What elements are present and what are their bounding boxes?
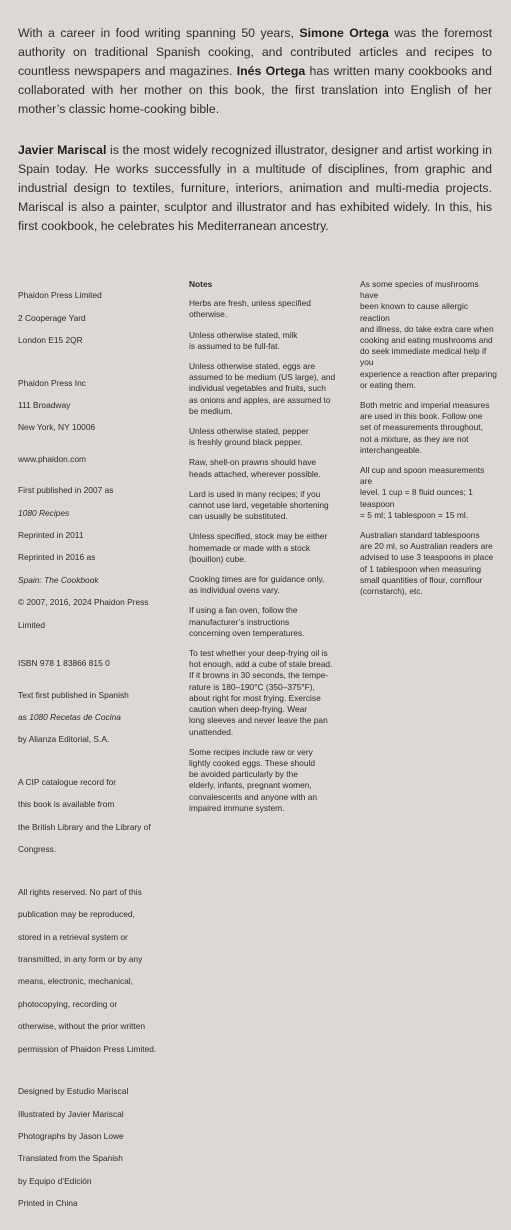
note-line: impaired immune system. xyxy=(189,802,285,813)
author-name: Inés Ortega xyxy=(236,64,306,78)
note-paragraph xyxy=(360,530,498,597)
note-line: heads attached, wherever possible. xyxy=(189,468,321,479)
note-line: concerning oven temperatures. xyxy=(189,627,305,638)
note-line: rature is 180–190°C (350–375°F), xyxy=(189,681,315,692)
bio-text: has written many cookbooks and collaborated with her mother on this book, the first translation into English of her mother’s classic home-cooking bible. xyxy=(18,64,492,116)
illustrator-bio xyxy=(18,141,492,236)
credit-line: Designed by Estudio Mariscal xyxy=(18,1086,129,1097)
rights-line: publication may be reproduced, xyxy=(18,909,135,920)
note-paragraph xyxy=(189,457,347,479)
notes-continued-column xyxy=(360,279,498,606)
note-line: Raw, shell-on prawns should have xyxy=(189,457,317,468)
note-line: Unless otherwise stated, eggs are xyxy=(189,361,316,372)
note-line: individual vegetables and fruits, such xyxy=(189,383,326,394)
note-line: cannot use lard, vegetable shortening xyxy=(189,500,329,511)
note-line: All cup and spoon measurements are xyxy=(360,465,485,487)
note-paragraph xyxy=(189,648,347,738)
notes-list xyxy=(189,298,347,814)
address-line: Phaidon Press Limited xyxy=(18,290,102,301)
history-line: First published in 2007 as xyxy=(18,485,114,496)
rights-line: photocopying, recording or xyxy=(18,998,118,1009)
edition-line: Text first published in Spanish xyxy=(18,689,129,700)
note-line: is freshly ground black pepper. xyxy=(189,437,303,448)
note-line: Both metric and imperial measures xyxy=(360,400,490,411)
credit-line: Printed in China xyxy=(18,1198,78,1209)
note-paragraph xyxy=(189,361,347,417)
credit-line: Illustrated by Javier Mariscal xyxy=(18,1108,124,1119)
copyright-line: © 2007, 2016, 2024 Phaidon Press xyxy=(18,597,149,608)
rights-line: stored in a retrieval system or xyxy=(18,931,128,942)
note-line: homemade or made with a stock xyxy=(189,542,311,553)
note-line: lightly cooked eggs. These should xyxy=(189,757,316,768)
credit-line: by Equipo d’Edición xyxy=(18,1175,92,1186)
note-paragraph xyxy=(189,531,347,565)
note-line: small quantities of flour, cornflour xyxy=(360,574,483,585)
rights-line: otherwise, without the prior written xyxy=(18,1021,146,1032)
notes-list-continued xyxy=(360,279,498,597)
history-title: 1080 Recipes xyxy=(18,507,70,518)
note-line: cooking and eating mushrooms and xyxy=(360,335,493,346)
note-line: convalescents and anyone with an xyxy=(189,791,318,802)
note-line: (bouillon) cube. xyxy=(189,553,247,564)
history-title: Spain: The Cookbook xyxy=(18,574,99,585)
note-line: Some recipes include raw or very xyxy=(189,746,313,757)
note-paragraph xyxy=(189,747,347,814)
note-line: hot enough, add a cube of stale bread. xyxy=(189,659,333,670)
address-line: 2 Cooperage Yard xyxy=(18,312,86,323)
history-line: Reprinted in 2016 as xyxy=(18,552,96,563)
note-line: Unless specified, stock may be either xyxy=(189,531,328,542)
note-line: are 20 ml, so Australian readers are xyxy=(360,541,493,552)
note-line: manufacturer’s instructions xyxy=(189,616,290,627)
rights-notice xyxy=(18,876,178,1066)
cip-record xyxy=(18,766,178,867)
note-line: is assumed to be full-fat. xyxy=(189,340,280,351)
author-name: Simone Ortega xyxy=(299,26,389,40)
address-line: New York, NY 10006 xyxy=(18,422,96,433)
note-paragraph xyxy=(189,426,347,448)
note-line: unattended. xyxy=(189,726,234,737)
note-line: advised to use 3 teaspoons in place xyxy=(360,552,494,563)
note-paragraph xyxy=(360,465,498,521)
note-line: are used in this book. Follow one xyxy=(360,411,483,422)
note-line: of 1 tablespoon when measuring xyxy=(360,563,482,574)
note-line: = 5 ml; 1 tablespoon = 15 ml. xyxy=(360,509,469,520)
bio-text: was the foremost authority on traditional Spanish cooking, and contributed articles and recipes to countless newspapers and magazines. xyxy=(18,26,492,78)
note-line: If using a fan oven, follow the xyxy=(189,605,298,616)
illustrator-name: Javier Mariscal xyxy=(18,143,107,157)
note-line: caution when deep-frying. Wear xyxy=(189,704,308,715)
note-line: be avoided particularly by the xyxy=(189,769,298,780)
isbn: ISBN 978 1 83866 815 0 xyxy=(18,658,110,669)
note-line: set of measurements throughout, xyxy=(360,422,483,433)
bio-text: With a career in food writing spanning 50 years, xyxy=(18,26,300,40)
note-line: be medium. xyxy=(189,405,233,416)
note-paragraph xyxy=(189,574,347,596)
note-paragraph xyxy=(360,400,498,456)
note-paragraph xyxy=(189,330,347,352)
bio-text: is the most widely recognized illustrator, designer and artist working in Spain today. He works successfully in a multitude of disciplines, from graphic and industrial design to textiles, furniture, interiors, animation and multi-media projects. Mariscal is also a painter, sculptor and illustrator and has exhibited widely. In this, his first cookbook, he celebrates his Mediterranean ancestry. xyxy=(18,143,492,233)
notes-column xyxy=(189,279,347,823)
original-edition xyxy=(18,678,178,756)
address-line: London E15 2QR xyxy=(18,335,83,346)
note-line: and illness, do take extra care when xyxy=(360,323,494,334)
copyright-line: Limited xyxy=(18,619,45,630)
note-paragraph xyxy=(189,605,347,639)
note-line: level. 1 cup = 8 fluid ounces; 1 teaspoon xyxy=(360,487,473,509)
uk-address xyxy=(18,279,178,357)
cip-line: A CIP catalogue record for xyxy=(18,776,117,787)
note-line: Cooking times are for guidance only, xyxy=(189,574,325,585)
note-line: been known to cause allergic reaction xyxy=(360,301,469,323)
note-line: not a mixture, as they are not xyxy=(360,433,469,444)
note-line: as onions and apples, are assumed to xyxy=(189,394,331,405)
rights-line: All rights reserved. No part of this xyxy=(18,886,142,897)
note-line: Unless otherwise stated, pepper xyxy=(189,426,309,437)
note-line: interchangeable. xyxy=(360,444,422,455)
note-line: As some species of mushrooms have xyxy=(360,279,479,301)
note-paragraph xyxy=(360,279,498,391)
us-address xyxy=(18,366,178,444)
publication-history xyxy=(18,474,178,642)
edition-line xyxy=(18,712,178,723)
credit-line: Photographs by Jason Lowe xyxy=(18,1131,124,1142)
note-line: If it browns in 30 seconds, the tempe- xyxy=(189,670,329,681)
edition-prefix: as xyxy=(18,711,30,722)
note-line: experience a reaction after preparing xyxy=(360,368,497,379)
note-line: otherwise. xyxy=(189,309,228,320)
note-line: long sleeves and never leave the pan xyxy=(189,715,328,726)
notes-heading: Notes xyxy=(189,279,213,289)
cip-line: this book is available from xyxy=(18,799,115,810)
website: www.phaidon.com xyxy=(18,453,86,464)
note-line: assumed to be medium (US large), and xyxy=(189,372,336,383)
address-line: Phaidon Press Inc xyxy=(18,377,86,388)
note-paragraph xyxy=(189,489,347,523)
cip-line: the British Library and the Library of xyxy=(18,821,151,832)
history-line: Reprinted in 2011 xyxy=(18,530,84,541)
rights-line: means, electronic, mechanical, xyxy=(18,976,133,987)
credit-line: Translated from the Spanish xyxy=(18,1153,123,1164)
note-line: Unless otherwise stated, milk xyxy=(189,329,298,340)
rights-line: permission of Phaidon Press Limited. xyxy=(18,1043,157,1054)
note-line: do seek immediate medical help if you xyxy=(360,346,487,368)
note-line: can usually be substituted. xyxy=(189,511,288,522)
cip-line: Congress. xyxy=(18,844,57,855)
address-line: 111 Broadway xyxy=(18,400,71,411)
note-line: (cornstarch), etc. xyxy=(360,586,423,597)
edition-line: by Alianza Editorial, S.A. xyxy=(18,734,110,745)
original-title: 1080 Recetas de Cocina xyxy=(29,711,121,722)
note-line: Australian standard tablespoons xyxy=(360,530,480,541)
note-line: about right for most frying. Exercise xyxy=(189,692,321,703)
note-line: To test whether your deep-frying oil is xyxy=(189,648,328,659)
publisher-column xyxy=(18,279,178,1230)
note-paragraph xyxy=(189,298,347,320)
rights-line: transmitted, in any form or by any xyxy=(18,953,143,964)
note-line: Herbs are fresh, unless specified xyxy=(189,298,311,309)
note-line: elderly, infants, pregnant women, xyxy=(189,780,312,791)
note-line: Lard is used in many recipes; if you xyxy=(189,488,321,499)
credits xyxy=(18,1075,178,1221)
note-line: or eating them. xyxy=(360,379,416,390)
note-line: as individual ovens vary. xyxy=(189,585,280,596)
author-bio-ortega xyxy=(18,24,492,119)
